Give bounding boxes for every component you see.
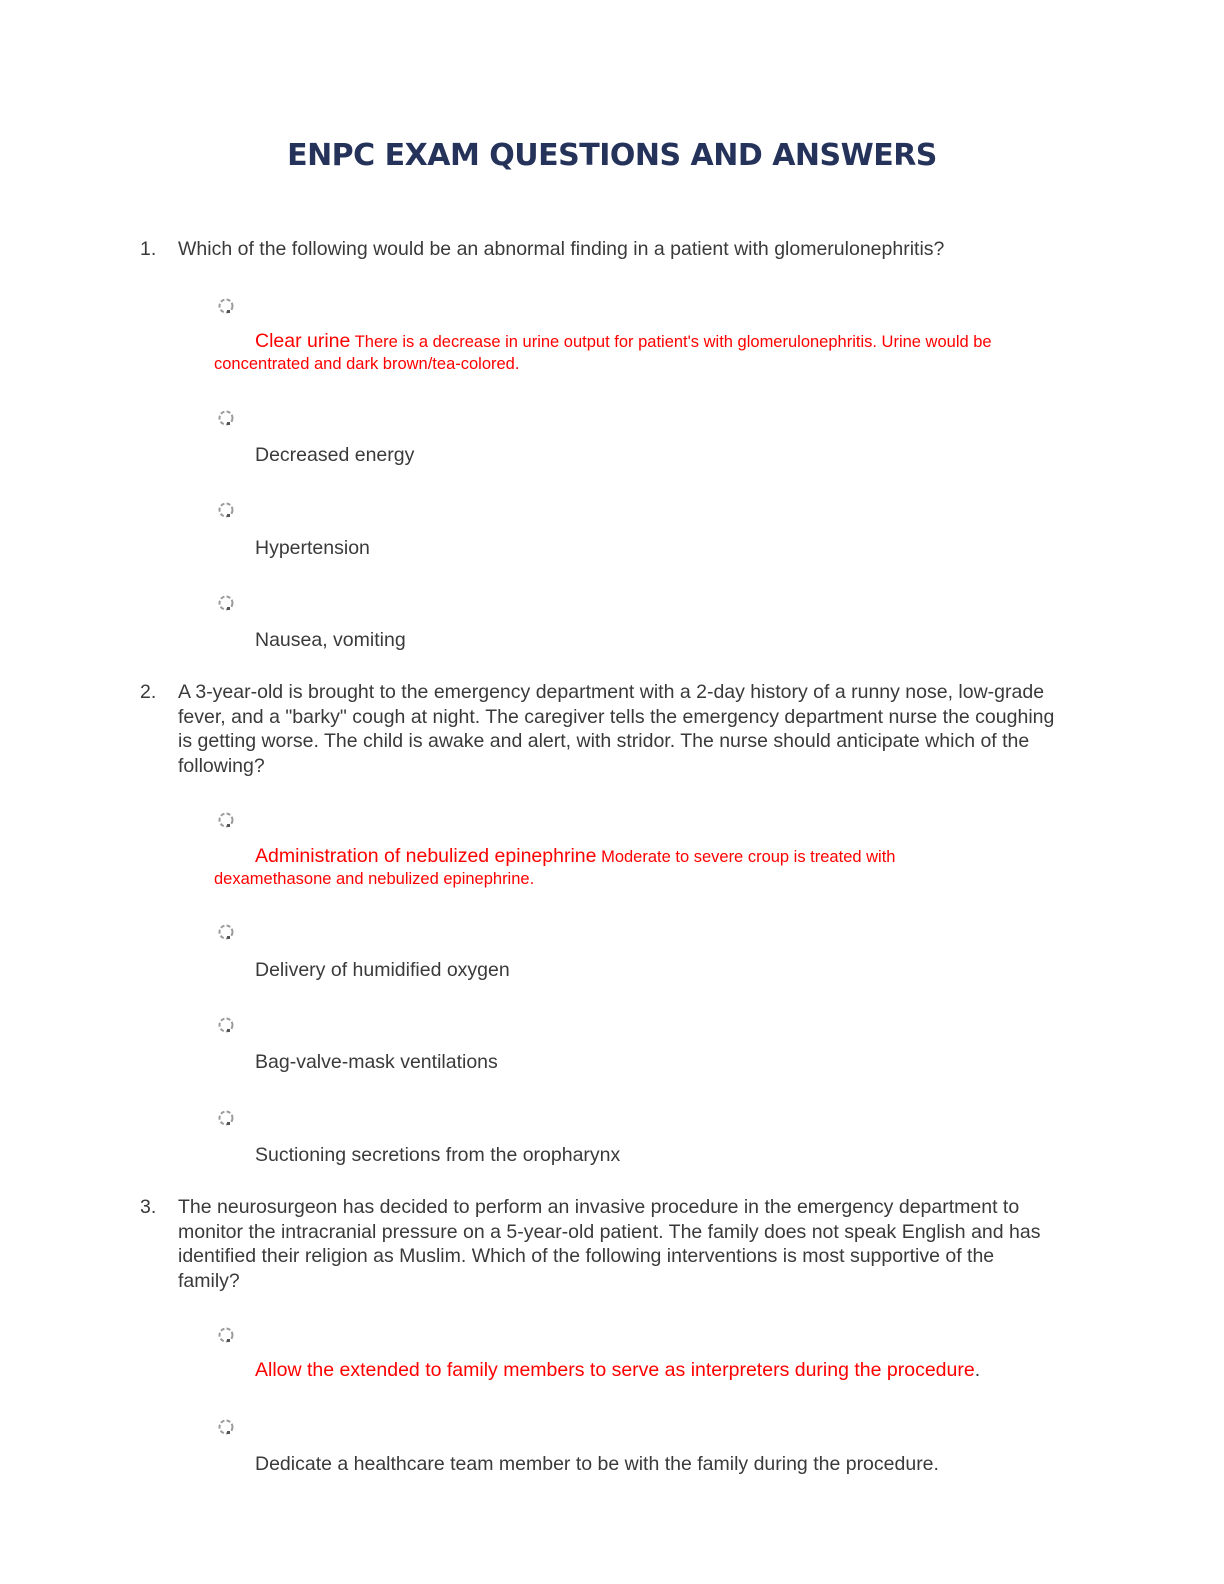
question-number: 2. [140,681,157,703]
answer-rationale: There is a decrease in urine output for patient's with glomerulonephritis. Urine would be concentrated and dark brown/tea-colored [214,333,992,373]
question-3 [140,1195,1060,1293]
answer-3 [255,1358,980,1382]
question-text: Which of the following would be an abnormal finding in a patient with glomerulonephritis? [178,238,945,260]
question-number: 3. [140,1196,157,1218]
question-text: A 3-year-old is brought to the emergency department with a 2-day history of a runny nose, low-grade fever, and a "barky" cough at night. The caregiver tells the emergency department nurse the coughing is getting worse. The child is awake and alert, with stridor. The nurse should anticipate which of the following? [178,681,1055,777]
answer-text: Clear urine [255,330,351,352]
option-text[interactable]: Suctioning secretions from the oropharynx [255,1144,621,1166]
option-text[interactable]: Dedicate a healthcare team member to be with the family during the procedure. [255,1453,939,1475]
question-1 [140,237,1060,262]
option-text[interactable]: Delivery of humidified oxygen [255,959,510,981]
radio-icon[interactable] [216,500,236,520]
radio-icon[interactable] [216,1417,236,1437]
option-text[interactable]: Decreased energy [255,444,415,466]
answer-text: Allow the extended to family members to serve as interpreters during the procedure [255,1359,975,1381]
radio-icon[interactable] [216,1325,236,1345]
question-number: 1. [140,238,157,260]
rationale-period: . [514,355,520,373]
option-text[interactable]: Bag-valve-mask ventilations [255,1051,498,1073]
option-text[interactable]: Hypertension [255,537,370,559]
radio-icon[interactable] [216,922,236,942]
radio-icon[interactable] [216,296,236,316]
radio-icon[interactable] [216,810,236,830]
answer-1 [214,330,1064,375]
radio-icon[interactable] [216,593,236,613]
answer-period: . [974,1359,981,1381]
answer-rationale: Moderate to severe croup is treated with dexamethasone and nebulized epinephrine. [214,848,896,888]
radio-icon[interactable] [216,1108,236,1128]
question-2 [140,680,1060,778]
document-title: ENPC EXAM QUESTIONS AND ANSWERS [287,138,937,173]
answer-text: Administration of nebulized epinephrine [255,845,597,867]
option-text[interactable]: Nausea, vomiting [255,629,406,651]
answer-2 [214,845,974,890]
radio-icon[interactable] [216,1015,236,1035]
radio-icon[interactable] [216,408,236,428]
question-text: The neurosurgeon has decided to perform an invasive procedure in the emergency department to monitor the intracranial pressure on a 5-year-old patient. The family does not speak English and has identified their religion as Muslim. Which of the following interventions is most supportive of the family? [178,1196,1041,1292]
